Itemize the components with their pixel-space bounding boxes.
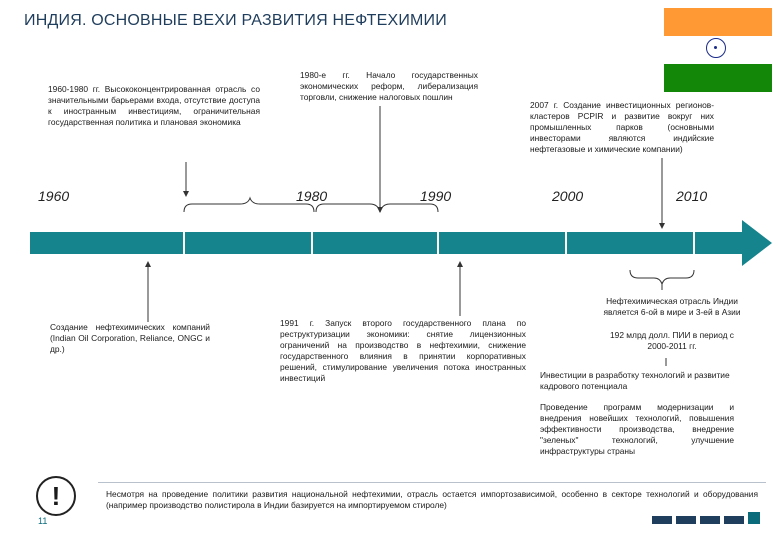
page-title: ИНДИЯ. ОСНОВНЫЕ ВЕХИ РАЗВИТИЯ НЕФТЕХИМИИ bbox=[24, 12, 447, 29]
brace-2000-2010 bbox=[630, 270, 694, 284]
year-2000: 2000 bbox=[552, 188, 584, 204]
event-2007: 2007 г. Создание инвестиционных регионов-кластеров PCPIR и развитие вокруг них промышленных парков (основными инвесторами являются индийские нефтегазовые и химические компании) bbox=[530, 100, 714, 154]
event-1991: 1991 г. Запуск второго государственного плана по реструктуризации экономики: снятие лицензионных ограничений на производство в нефтехимии, снижение государственного влияния в принятии корпоративных решений, стимулирование увеличения потока иностранных инвестиций bbox=[280, 318, 526, 383]
fact-modernization: Проведение программ модернизации и внедрения новейших технологий, повышения эффективности производства, внедрение "зеленых" технологий, улучшение инфраструктуры страны bbox=[540, 402, 734, 456]
year-2010: 2010 bbox=[676, 188, 708, 204]
brace-1980-1990 bbox=[316, 204, 438, 212]
brace-1960-1980 bbox=[184, 198, 314, 212]
timeline-arrow bbox=[30, 220, 772, 266]
year-1960: 1960 bbox=[38, 188, 70, 204]
event-1960-1980: 1960-1980 гг. Высококонцентрированная отрасль со значительными барьерами входа, отсутствие доступа к иностранным инвестициям, ограничительная государственная политика и плановая экономика bbox=[48, 84, 260, 127]
logo-icon bbox=[652, 512, 762, 526]
fact-fdi: 192 млрд долл. ПИИ в период с 2000-2011 гг. bbox=[610, 330, 734, 351]
note-text: Несмотря на проведение политики развития национальной нефтехимии, отрасль остается импортозависимой, особенно в секторе технологий и оборудования (например производство полистирола в Индии базируется на импортируемом стироле) bbox=[106, 489, 758, 510]
event-companies: Создание нефтехимических компаний (Indian Oil Corporation, Reliance, ONGC и др.) bbox=[50, 322, 210, 354]
exclamation-icon: ! bbox=[36, 476, 76, 516]
fact-investments: Инвестиции в разработку технологий и развитие кадрового потенциала bbox=[540, 370, 730, 391]
event-1980s: 1980-е гг. Начало государственных экономических реформ, либерализация торговли, снижение налоговых пошлин bbox=[300, 70, 478, 102]
year-1990: 1990 bbox=[420, 188, 452, 204]
year-1980: 1980 bbox=[296, 188, 328, 204]
page-number: 11 bbox=[38, 516, 48, 526]
fact-rank: Нефтехимическая отрасль Индии является 6-ой в мире и 3-ей в Азии bbox=[603, 296, 741, 317]
